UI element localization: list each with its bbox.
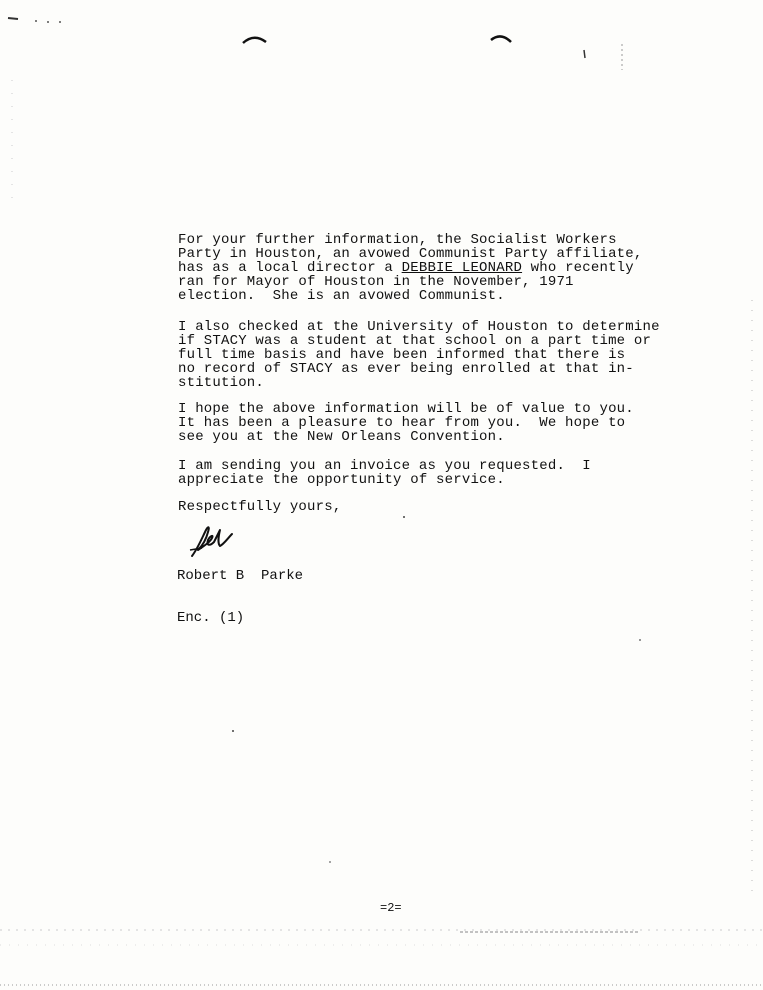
text-line: Respectfully yours, [178, 499, 342, 515]
text-line: Party in Houston, an avowed Communist Party affiliate, [178, 246, 643, 262]
text-line: ran for Mayor of Houston in the November, 1971 [178, 274, 574, 290]
text-line: election. She is an avowed Communist. [178, 288, 505, 304]
handwritten-signature [188, 520, 244, 560]
paragraph-invoice [178, 459, 658, 487]
underlined-name: DEBBIE LEONARD [401, 260, 523, 276]
text-fragment: who recently [522, 260, 634, 276]
signer-name: Robert B Parke [177, 568, 304, 584]
text-line [178, 261, 658, 275]
text-line: full time basis and have been informed that there is [178, 347, 626, 363]
text-line: It has been a pleasure to hear from you. We hope to [178, 415, 626, 431]
paragraph-university-check [178, 320, 658, 390]
text-line: For your further information, the Socialist Workers [178, 232, 617, 248]
paragraph-hope-value [178, 402, 658, 444]
text-line: if STACY was a student at that school on a part time or [178, 333, 652, 349]
text-line: no record of STACY as ever being enrolled at that in- [178, 361, 634, 377]
enclosure-note: Enc. (1) [177, 610, 245, 626]
text-line: appreciate the opportunity of service. [178, 472, 505, 488]
text-line: stitution. [178, 375, 265, 391]
text-fragment: has as a local director a [178, 260, 402, 276]
text-line: see you at the New Orleans Convention. [178, 429, 505, 445]
text-line: I hope the above information will be of value to you. [178, 401, 634, 417]
closing [178, 500, 658, 514]
text-line: I also checked at the University of Houston to determine [178, 319, 660, 335]
text-line: I am sending you an invoice as you requested. I [178, 458, 591, 474]
paragraph-socialist-workers [178, 233, 658, 303]
page-number: =2= [380, 901, 402, 915]
